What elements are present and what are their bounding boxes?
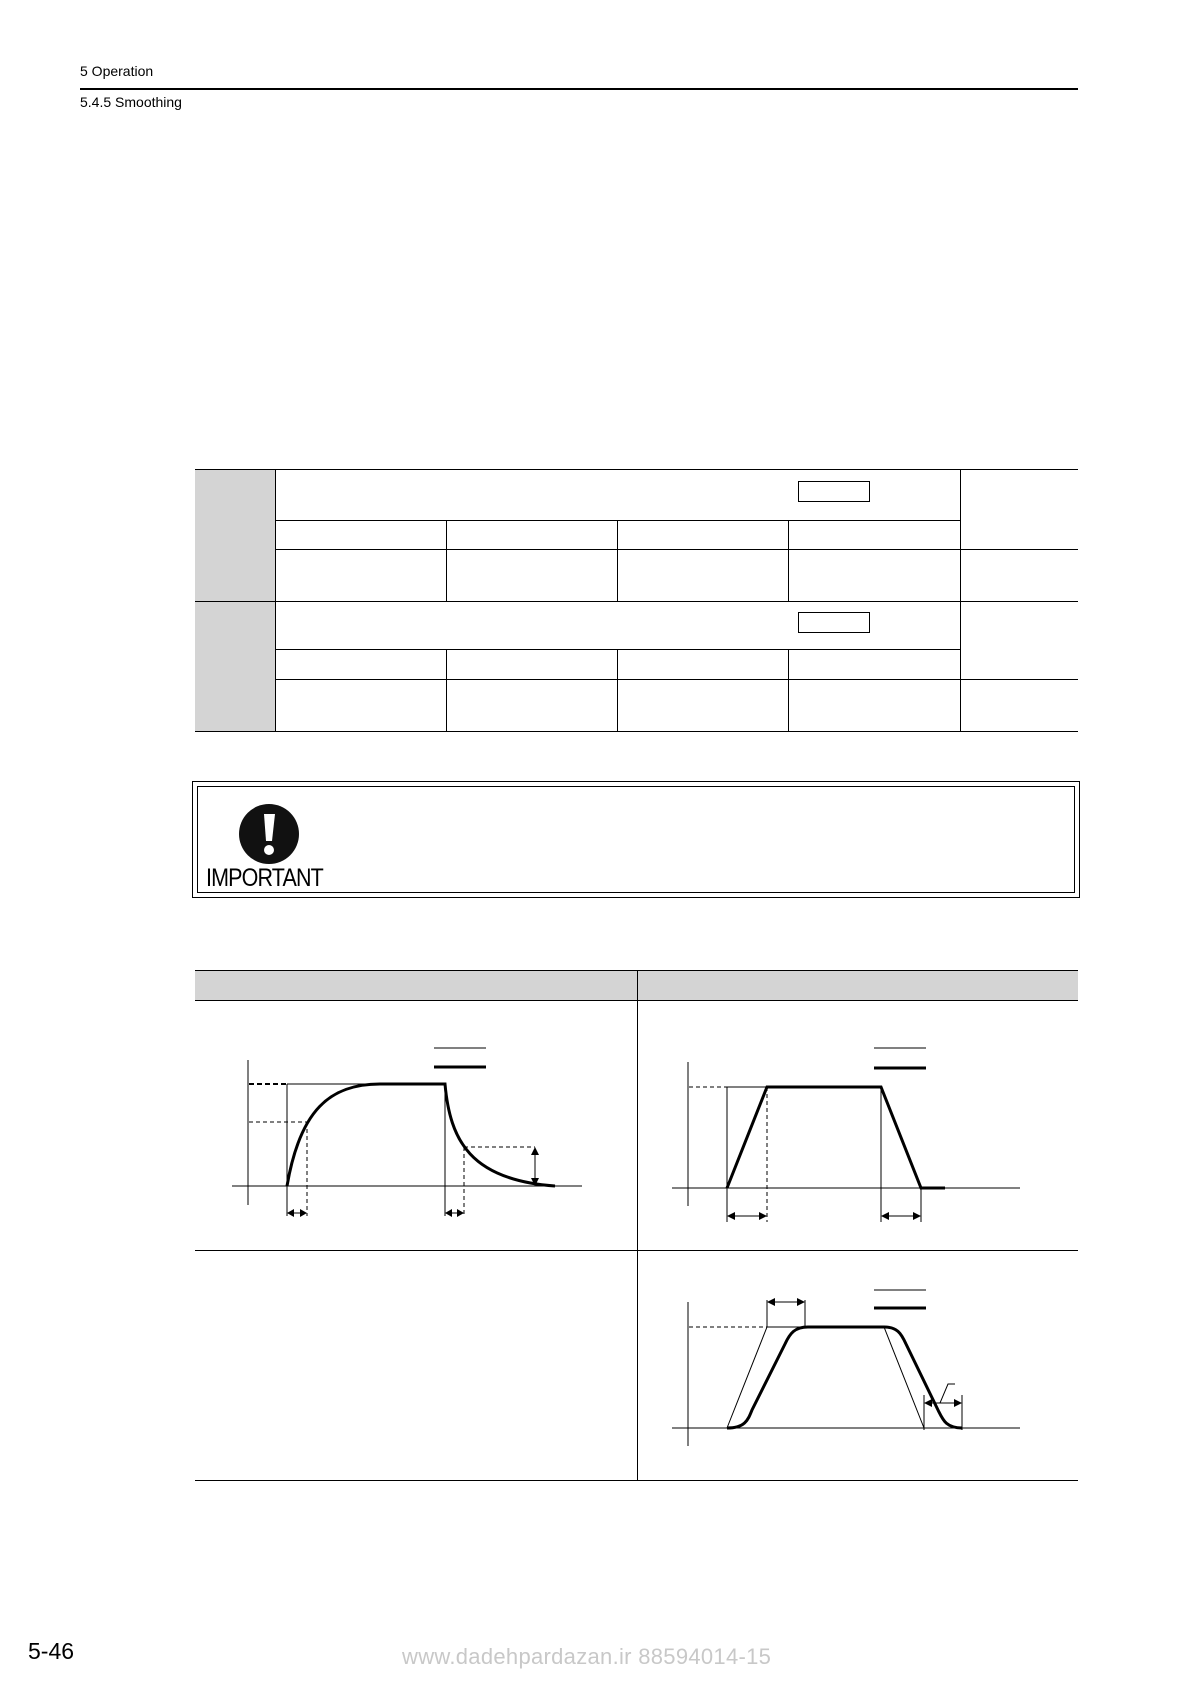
chapter-header: 5 Operation <box>80 63 154 79</box>
important-label: IMPORTANT <box>206 864 323 892</box>
page-number: 5-46 <box>28 1638 75 1664</box>
watermark: www.dadehpardazan.ir 88594014-15 <box>402 1644 772 1669</box>
section-header: 5.4.5 Smoothing <box>80 94 182 110</box>
